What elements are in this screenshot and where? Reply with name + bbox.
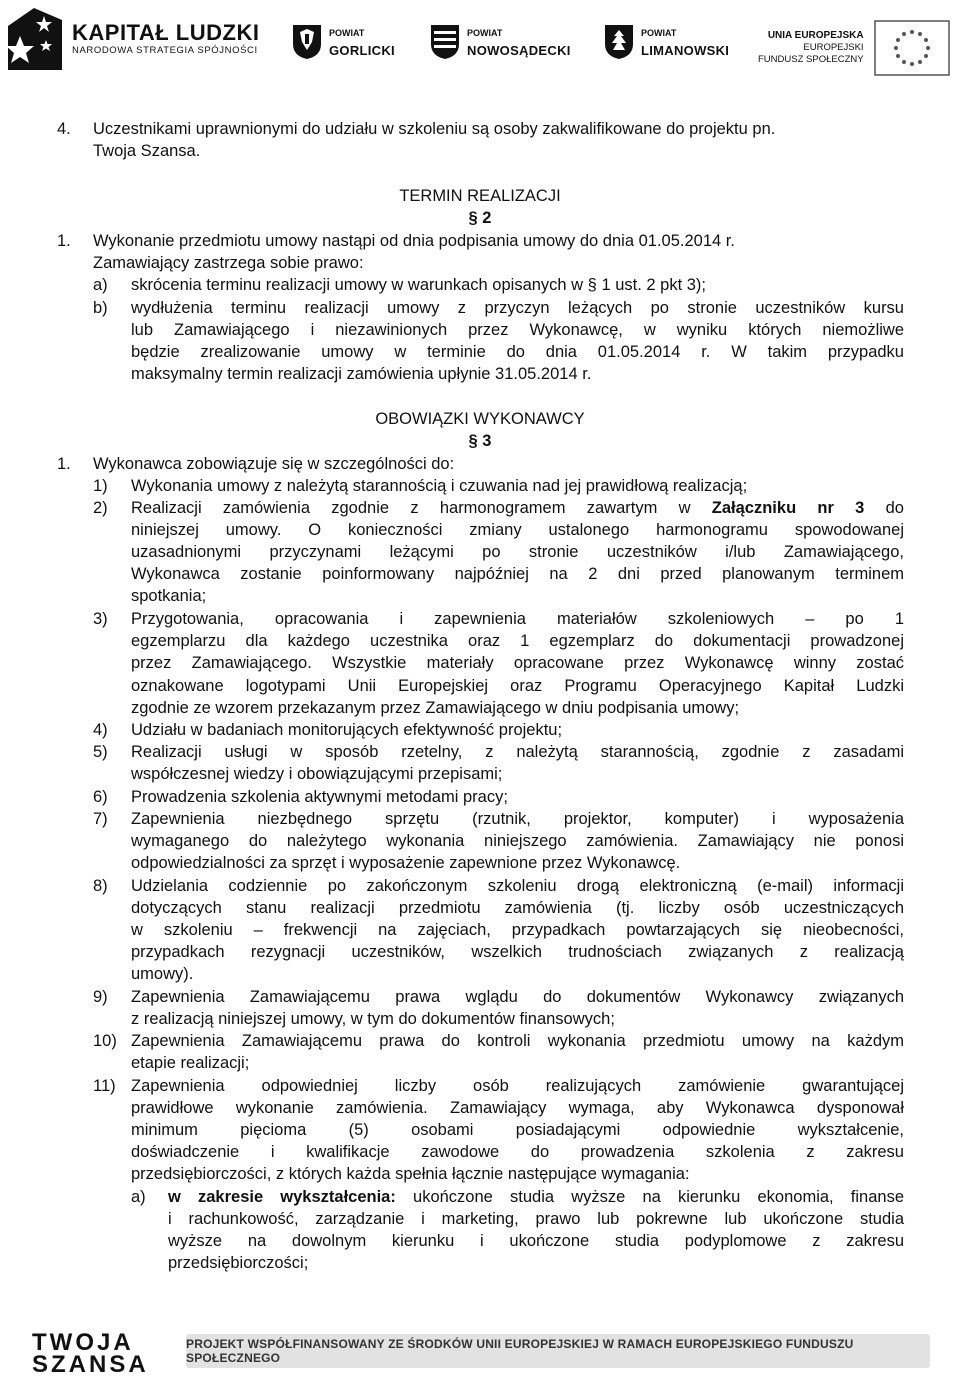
powiat-label: POWIAT (329, 28, 365, 38)
list-number: 2) (93, 499, 108, 517)
logo-header (0, 0, 960, 80)
list-number: a) (93, 276, 108, 294)
list-number: 11) (93, 1077, 116, 1095)
text-line: niniejszej umowy. O konieczności zmiany ustalonego harmonogramu spowodowanej (131, 521, 904, 539)
list-number: a) (131, 1188, 146, 1206)
eu-efs-logo (758, 20, 950, 76)
text-line: dotyczących stanu realizacji przedmiotu zamówienia (tj. liczby osób uczestniczących (131, 899, 904, 917)
text-line: zgodnie ze wzorem przekazanym przez Zamawiającego w dniu podpisania umowy; (131, 699, 740, 717)
text-line: Wykonawca zobowiązuje się w szczególności do: (93, 455, 455, 473)
gorlicki-crest-icon (292, 24, 322, 60)
list-number: 10) (93, 1032, 117, 1050)
list-number: 8) (93, 877, 108, 895)
eu-fund-line2: FUNDUSZ SPOŁECZNY (758, 54, 864, 65)
text-line: wymaganego do należytego wykonania niniejszego zamówienia. Zamawiający nie ponosi (131, 832, 904, 850)
twoja-szansa-logo (32, 1329, 149, 1378)
text-line: przez Zamawiającego. Wszystkie materiały opracowane przez Wykonawcę winny zostać (131, 654, 904, 672)
paragraph-number: § 2 (468, 209, 492, 227)
nowosadecki-crest-icon (430, 24, 460, 60)
text-line: Zapewnienia niezbędnego sprzętu (rzutnik, projektor, komputer) i wyposażenia (131, 810, 904, 828)
text-line: w szkoleniu – frekwencji na zajęciach, przypadkach powtarzających się nieobecności, (131, 921, 904, 939)
limanowski-crest-icon (604, 24, 634, 60)
requirement-label: w zakresie wykształcenia: (168, 1188, 396, 1206)
text-line (131, 497, 904, 519)
text-line: etapie realizacji; (131, 1054, 250, 1072)
text-run: ukończone studia wyższe na kierunku ekonomia, finanse (413, 1188, 904, 1206)
list-number: b) (93, 299, 108, 317)
text-line: Wykonania umowy z należytą starannością i czuwania nad jej prawidłową realizacją; (131, 477, 748, 495)
powiat-nowosadecki-logo (430, 24, 571, 60)
text-line: Udzielania codziennie po zakończonym szkoleniu drogą elektroniczną (e-mail) informacji (131, 877, 904, 895)
text-line: doświadczenie i kwalifikacje zawodowe do prowadzenia szkolenia z zakresu (131, 1143, 904, 1161)
text-line: z realizacją niniejszej umowy, w tym do dokumentów finansowych; (131, 1010, 615, 1028)
eu-title: UNIA EUROPEJSKA (767, 30, 864, 41)
list-number: 6) (93, 788, 108, 806)
text-line: spotkania; (131, 587, 207, 605)
powiat-gorlicki-logo (292, 24, 395, 60)
text-line: Zapewnienia odpowiedniej liczby osób realizujących zamówienie gwarantującej (131, 1077, 904, 1095)
list-number: 1. (57, 232, 71, 250)
text-line: Zapewnienia Zamawiającemu prawa do kontroli wykonania przedmiotu umowy na każdym (131, 1032, 904, 1050)
list-number: 1. (57, 455, 71, 473)
text-line: przedsiębiorczości; (168, 1254, 309, 1272)
text-line: Zamawiający zastrzega sobie prawo: (93, 254, 364, 272)
powiat-limanowski-logo (604, 24, 729, 60)
eu-fund-line1: EUROPEJSKI (803, 42, 864, 53)
list-number: 4. (57, 120, 71, 138)
text-line: współczesnej wiedzy i obowiązującymi przepisami; (131, 765, 503, 783)
attachment-reference: Załączniku nr 3 (711, 499, 865, 517)
list-number: 3) (93, 610, 108, 628)
text-line: i rachunkowość, zarządzanie i marketing, prawo lub pokrewne lub ukończone studia (168, 1210, 904, 1228)
powiat-label: POWIAT (467, 28, 503, 38)
text-line: prawidłowe wykonanie zamówienia. Zamawiający wymaga, aby Wykonawca dysponował (131, 1099, 904, 1117)
paragraph-number: § 3 (468, 432, 492, 450)
cofinancing-banner: PROJEKT WSPÓŁFINANSOWANY ZE ŚRODKÓW UNII EUROPEJSKIEJ W RAMACH EUROPEJSKIEGO FUNDUSZU SPOŁECZNEGO (186, 1334, 930, 1368)
text-run: do (885, 499, 904, 517)
page-footer (0, 1320, 960, 1380)
powiat-name: NOWOSĄDECKI (467, 43, 571, 58)
text-line: Uczestnikami uprawnionymi do udziału w szkoleniu są osoby zakwalifikowane do projektu pn. (93, 120, 776, 138)
section-heading-termin: TERMIN REALIZACJI (399, 187, 561, 205)
text-line: Wykonanie przedmiotu umowy nastąpi od dnia podpisania umowy do dnia 01.05.2014 r. (93, 232, 735, 250)
text-line: egzemplarzu dla każdego uczestnika oraz 1 egzemplarz do dokumentacji prowadzonej (131, 632, 904, 650)
list-number: 7) (93, 810, 108, 828)
text-line: Przygotowania, opracowania i zapewnienia materiałów szkoleniowych – po 1 (131, 610, 904, 628)
list-number: 4) (93, 721, 108, 739)
eu-flag-icon (874, 20, 950, 76)
text-line: wydłużenia terminu realizacji umowy z przyczyn leżących po stronie uczestników kursu (131, 299, 904, 317)
text-line: uzasadnionymi przyczynami leżącymi po stronie uczestników i/lub Zamawiającego, (131, 543, 904, 561)
section-heading-obowiazki: OBOWIĄZKI WYKONAWCY (375, 410, 585, 428)
text-line: lub Zamawiającego i niezawinionych przez Wykonawcę, w wyniku których niemożliwe (131, 321, 904, 339)
text-line (168, 1186, 904, 1208)
text-line: Twoja Szansa. (93, 142, 201, 160)
powiat-label: POWIAT (641, 28, 677, 38)
text-line: skrócenia terminu realizacji umowy w warunkach opisanych w § 1 ust. 2 pkt 3); (131, 276, 706, 294)
text-line: umowy). (131, 965, 194, 983)
list-number: 5) (93, 743, 108, 761)
list-number: 1) (93, 477, 108, 495)
text-line: maksymalny termin realizacji zamówienia upłynie 31.05.2014 r. (131, 365, 592, 383)
text-line: Prowadzenia szkolenia aktywnymi metodami pracy; (131, 788, 508, 806)
text-line: minimum pięcioma (5) osobami posiadającymi odpowiednie wykształcenie, (131, 1121, 904, 1139)
text-line: odpowiedzialności za sprzęt i wyposażenie zapewnione przez Wykonawcę. (131, 854, 681, 872)
text-line: Zapewnienia Zamawiającemu prawa wglądu do dokumentów Wykonawcy związanych (131, 988, 904, 1006)
kapital-ludzki-logo (6, 6, 259, 72)
powiat-name: LIMANOWSKI (641, 43, 730, 58)
logo-line: TWOJA (32, 1329, 134, 1356)
kapital-ludzki-title: KAPITAŁ LUDZKI (72, 20, 260, 45)
text-run: Realizacji zamówienia zgodnie z harmonogramem zawartym w (131, 499, 691, 517)
text-line: Realizacji usługi w sposób rzetelny, z należytą starannością, zgodnie z zasadami (131, 743, 904, 761)
text-line: przedsiębiorczości, z których każda spełnia łącznie następujące wymagania: (131, 1165, 690, 1183)
logo-line: SZANSA (32, 1351, 149, 1378)
list-number: 9) (93, 988, 108, 1006)
text-line: Udziału w badaniach monitorujących efektywność projektu; (131, 721, 563, 739)
text-line: Wykonawca zostanie poinformowany najpóźniej na 2 dni przed planowanym terminem (131, 565, 904, 583)
kapital-ludzki-subtitle: NARODOWA STRATEGIA SPÓJNOŚCI (72, 45, 258, 56)
kapital-ludzki-emblem-icon (6, 6, 64, 72)
powiat-name: GORLICKI (329, 43, 395, 58)
text-line: przypadkach rezygnacji uczestników, wszelkich trudnościach związanych z realizacją (131, 943, 904, 961)
text-line: będzie zrealizowanie umowy w terminie do dnia 01.05.2014 r. W takim przypadku (131, 343, 904, 361)
text-line: wyższe na dowolnym kierunku i ukończone studia podyplomowe z zakresu (168, 1232, 904, 1250)
text-line: oznakowane logotypami Unii Europejskiej oraz Programu Operacyjnego Kapitał Ludzki (131, 677, 904, 695)
